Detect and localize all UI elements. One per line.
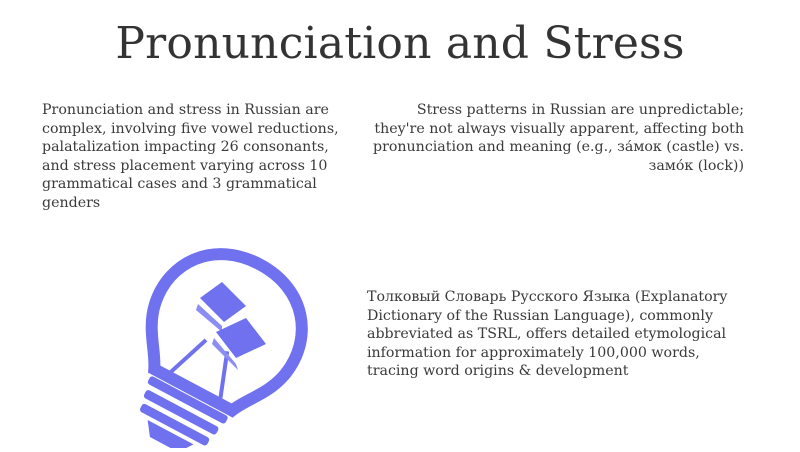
bottom-text-block: Толковый Словарь Русского Языка (Explanatory Dictionary of the Russian Language), commonly abbreviated as TSRL, offers detailed etymological information for approximately 100,000 words, tracing word origins & development	[367, 289, 728, 379]
slide-title: Pronunciation and Stress	[115, 18, 685, 69]
lightbulb-book-icon	[96, 248, 316, 448]
right-text-block: Stress patterns in Russian are unpredictable; they're not always visually apparent, affecting both pronunciation and meaning (e.g., за́мок (castle) vs. замо́к (lock))	[373, 102, 744, 174]
left-text-block: Pronunciation and stress in Russian are complex, involving five vowel reductions, palatalization impacting 26 consonants, and stress placement varying across 10 grammatical cases and 3 grammatical genders	[42, 102, 339, 211]
